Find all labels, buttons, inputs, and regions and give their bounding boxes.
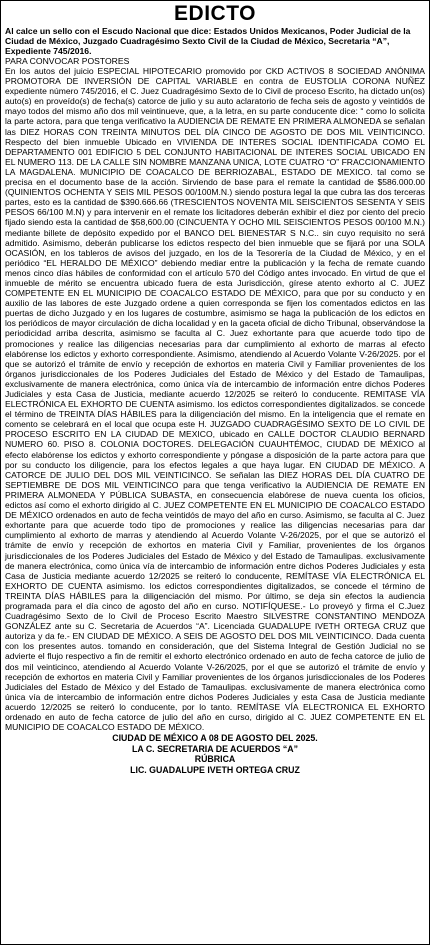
signer-role: LA C. SECRETARIA DE ACUERDOS “A”: [131, 743, 298, 754]
signer-name: LIC. GUADALUPE IVETH ORTEGA CRUZ: [130, 764, 300, 775]
seal-description: Al calce un sello con el Escudo Nacional que dice: Estados Unidos Mexicanos, Poder Judicial de la Ciudad de México, Juzgado Cuadragésimo Sexto Civil de la Ciudad de México, Secretaria “A”, Expediente 745/2016.: [5, 26, 411, 56]
signature-block: [5, 733, 425, 775]
purpose-line: PARA CONVOCAR POSTORES: [5, 56, 130, 66]
edict-body: En los autos del juicio ESPECIAL HIPOTECARIO promovido por CKD ACTIVOS 8 SOCIEDAD ANÓNIMA PROMOTORA DE INVERSIÓN DE CAPITAL VARIABLE en contra de EUSTOLIA CORONA NUÑEZ expediente número 745/2016, el C. Juez Cuadragésimo Sexto de lo Civil de proceso Escrito, ha dictado un(os) auto(s) en proveído(s) de fecha(s) catorce de julio y su auto aclaratorio de fecha seis de agosto y veintidós de mayo todos del mismo año dos mil veintinueve, que, a la letra, en su parte conducente dice: “ como lo solicita la parte actora, para que tenga verificativo la AUDIENCIA DE REMATE EN PRIMERA ALMONEDA se señalan las DIEZ HORAS CON TREINTA MINUTOS DEL DÍA CINCO DE AGOSTO DE DOS MIL VEINTICINCO. Respecto del bien inmueble Ubicado en VIVIENDA DE INTERES SOCIAL IDENTIFICADA COMO EL DEPARTAMENTO 001 EDIFICIO 5 DEL CONJUNTO HABITACIONAL DE INTERES SOCIAL UBICADO EN EL NUMERO 113. DE LA CALLE SIN NOMBRE MANZANA UNICA, LOTE CUATRO “O” FRACCIONAMIENTO LA MAGDALENA. MUNICIPIO DE COACALCO DE BERRIOZABAL, ESTADO DE MEXICO. tal como se precisa en el documento base de la acción. Sirviendo de base para el remate la cantidad de $586.000.00 (QUINIENTOS OCHENTA Y SEIS MIL PESOS 00/100M.N.) siendo postura legal la que cubra las dos terceras partes, esto es la cantidad de $390.666.66 (TRESCIENTOS NOVENTA MIL SEISCIENTOS SESENTA Y SEIS PESOS 66/100 M.N) y para intervenir en el remate los licitadores deberán exhibir el diez por ciento del precio fijado siendo esta la cantidad de $58,600.00 (CINCUENTA Y OCHO MIL SEISCIENTOS PESOS 00/100 M.N.) mediante billete de depósito expedido por el BANCO DEL BIENESTAR S N.C.. sin cuyo requisito no será admitido. Asimismo, deberán publicarse los edictos respecto del bien inmueble que se fijará por una SOLA OCASIÓN, en los tableros de avisos del juzgado, en los de la Tesorería de la Ciudad de México, y en el periódico “EL HERALDO DE MÉXICO” debiendo mediar entre la publicación y la fecha de remate cuando menos cinco días hábiles de conformidad con el artículo 570 del Código antes invocado. En virtud de que el inmueble de mérito se encuentra ubicado fuera de esta Jurisdicción, gírese atento exhorto al C. JUEZ COMPETENTE EN EL MUNICIPIO DE COACALCO ESTADO DE MÉXICO, para que por su conducto y en auxilio de las labores de este Juzgado ordene a quien corresponda se fijen los comentados edictos en las puertas de dicho Juzgado y en los lugares de costumbre, asimismo se haga la publicación de los edictos en los periódicos de mayor circulación de dicha localidad y en la gaceta oficial de dicho Tribunal, observándose la periodicidad arriba descrita, asimismo se faculta al C. Juez exhortante para que acuerde todo tipo de promociones y realice las diligencias necesarias para dar cumplimiento al exhorto de marras al efecto elabórense los edictos y exhorto correspondiente. Asimismo, atendiendo al Acuerdo Volante V-26/2025. por el que se autorizó el trámite de envío y recepción de exhortos en materia Civil y Familiar provenientes de los órganos jurisdiccionales de los Poderes Judiciales del Estado de México y del Estado de Tamaulipas, exclusivamente de manera electrónica, como única vía de intercambio de información entre dichos Poderes Judiciales y esta Casa de Justicia, mediante acuerdo 12/2025 se reiteró lo conducente. REMITASE VÍA ELECTRÓNICA EL EXHORTO DE CUENTA asimismo. los edictos correspondientes digitalizados. se concede el término de TREINTA DÍAS HÁBILES para la diligenciación del mismo. En la inteligencia que el remate en comento se celebrará en el local que ocupa este H. JUZGADO CUADRAGÉSIMO SEXTO DE LO CIVIL DE PROCESO ESCRITO EN LA CIUDAD DE MEXICO, ubicado en CALLE DOCTOR CLAUDIO BERNARD NUMERO 60. PISO 8. COLONIA DOCTORES. DELEGACIÓN CUAUHTÉMOC, CIUDAD DE MÉXICO al efecto elabórense los edictos y exhorto correspondiente y póngase a disposición de la parte actora para que por su conducto los diligencie, para los efectos legales a que haya lugar. EN CIUDAD DE MÉXICO. A CATORCE DE JULIO DEL DOS MIL VEINTICINCO. Se señalan las DIEZ HORAS DEL DÍA CUATRO DE SEPTIEMBRE DE DOS MIL VEINTICINCO para que tenga verificativo la AUDIENCIA DE REMATE EN PRIMERA ALMONEDA Y PÚBLICA SUBASTA, en consecuencia elabórese de nueva cuenta los oficios, edictos así como el exhorto dirigido al C. JUEZ COMPETENTE EN EL MUNICIPIO DE COACALCO ESTADO DE MÉXICO ordenados en auto de fecha veintidós de mayo del año en curso. Asimismo, se faculta al C. Juez exhortante para que acuerde todo tipo de promociones y realice las diligencias necesarias para dar cumplimiento al exhorto de marras y atendiendo al Acuerdo Volante V-26/2025, por el que se autorizó el trámite de envío y recepción de exhortos en materia Civil y Familiar, provenientes de los órganos jurisdiccionales de los Poderes Judiciales del Estado de México y del Estado de Tamaulipas. exclusivamente de manera electrónica, como única vía de intercambio de información entre dichos Poderes Judiciales y esta Casa de Justicia mediante acuerdo 12/2025 se reiteró lo conducente, REMÍTASE VÍA ELECTRÓNICA EL EXHORTO DE CUENTA asimismo. los edictos correspondientes digitalizados, se concede el término de TREINTA DÍAS HÁBILES para la diligenciación del mismo. Por último, se deja sin efectos la audiencia programada para el día cinco de agosto del año en curso. NOTIFÍQUESE.- Lo proveyó y firma el C.Juez Cuadragésimo Sexto de lo Civil de Proceso Escrito Maestro SILVESTRE CONSTANTINO MENDOZA GONZÁLEZ ante su C. Secretaria de Acuerdos “A”. Licenciada GUADALUPE IVETH ORTEGA CRUZ que autoriza y da fe.- EN CIUDAD DE MÉXICO. A SEIS DE AGOSTO DEL DOS MIL VEINTICINCO. Dada cuenta con los presentes autos. tomando en consideración, que del Sistema Integral de Gestión Judicial no se advierte el flujo respectivo a fin de remitir el exhorto electrónico ordenado en auto de fecha catorce de julio de dos mil veinticinco, atendiendo al Acuerdo Volante V-26/2025, por el que se autorizó el trámite de envío y recepción de exhortos en materia Civil y Familiar provenientes de los órganos jurisdiccionales de los Poderes Judiciales del Estado de México y del Estado de Tamaulipas. exclusivamente de manera electrónica como única vía de intercambio de información entre dichos Poderes Judiciales y esta Casa de Justicia mediante acuerdo 12/2025 se reiteró lo conducente, por lo tanto. REMÍTASE VÍA ELECTRONICA EL EXHORTO ordenado en auto de fecha catorce de julio del año en curso, dirigido al C. JUEZ COMPETENTE EN EL MUNICIPIO DE COACALCO ESTADO DE MÉXICO.: [5, 66, 425, 733]
edict-title: EDICTO: [174, 2, 256, 25]
issue-date: CIUDAD DE MÉXICO A 08 DE AGOSTO DEL 2025.: [112, 733, 318, 744]
rubrica-label: RÚBRICA: [194, 754, 236, 765]
